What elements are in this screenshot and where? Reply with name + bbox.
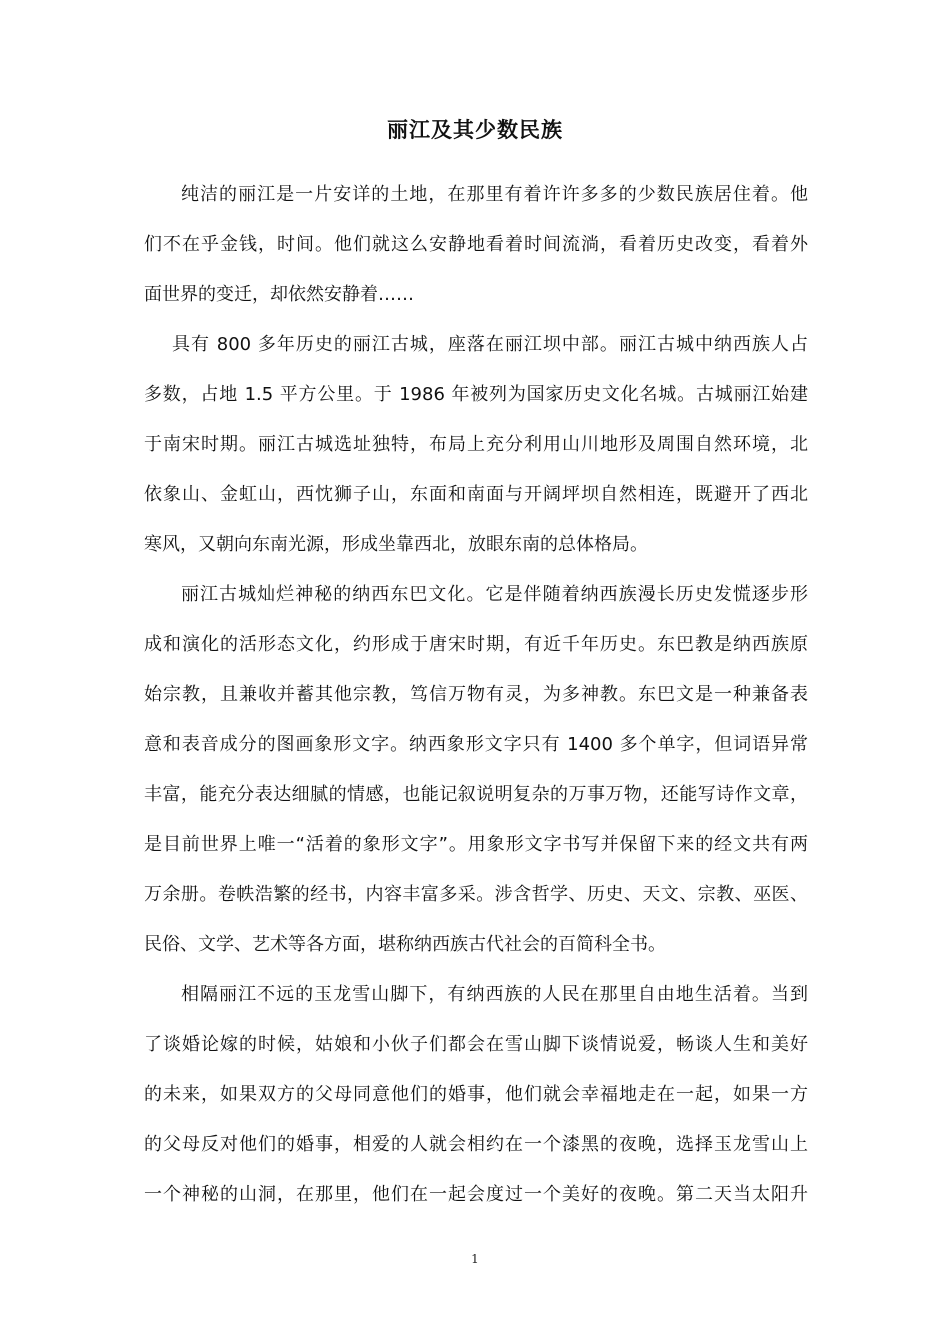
page-number: 1 — [471, 1252, 479, 1266]
text-line: 纯洁的丽江是一片安详的土地，在那里有着许许多多的少数民族居住着。他 — [181, 184, 808, 205]
text-line: 依象山、金虹山，西忱狮子山，东面和南面与开阔坪坝自然相连，既避开了西北 — [144, 484, 808, 505]
text-line: 的父母反对他们的婚事，相爱的人就会相约在一个漆黑的夜晚，选择玉龙雪山上 — [144, 1134, 808, 1155]
text-line: 了谈婚论嫁的时候，姑娘和小伙子们都会在雪山脚下谈情说爱，畅谈人生和美好 — [144, 1034, 808, 1055]
text-line: 万余册。卷帙浩繁的经书，内容丰富多采。涉含哲学、历史、天文、宗教、巫医、 — [144, 884, 808, 905]
text-line: 于南宋时期。丽江古城选址独特，布局上充分利用山川地形及周围自然环境，北 — [144, 434, 808, 455]
text-line: 一个神秘的山洞，在那里，他们在一起会度过一个美好的夜晚。第二天当太阳升 — [144, 1184, 808, 1205]
text-line: 们不在乎金钱，时间。他们就这么安静地看着时间流淌，看着历史改变，看着外 — [144, 234, 808, 255]
text-line: 成和演化的活形态文化，约形成于唐宋时期，有近千年历史。东巴教是纳西族原 — [144, 634, 808, 655]
text-line: 寒风，又朝向东南光源，形成坐靠西北，放眼东南的总体格局。 — [144, 534, 648, 555]
text-line: 民俗、文学、艺术等各方面，堪称纳西族古代社会的百简科全书。 — [144, 934, 666, 955]
text-line: 具有 800 多年历史的丽江古城，座落在丽江坝中部。丽江古城中纳西族人占 — [172, 334, 808, 355]
text-line: 相隔丽江不远的玉龙雪山脚下，有纳西族的人民在那里自由地生活着。当到 — [181, 984, 808, 1005]
text-line: 丰富，能充分表达细腻的情感，也能记叙说明复杂的万事万物，还能写诗作文章， — [144, 784, 808, 805]
text-line: 始宗教，且兼收并蓄其他宗教，笃信万物有灵，为多神教。东巴文是一种兼备表 — [144, 684, 808, 705]
text-line: 的未来，如果双方的父母同意他们的婚事，他们就会幸福地走在一起，如果一方 — [144, 1084, 808, 1105]
document-body — [144, 170, 808, 1220]
text-line: 面世界的变迁，却依然安静着…… — [144, 284, 414, 305]
document-title: 丽江及其少数民族 — [387, 118, 563, 142]
text-line: 丽江古城灿烂神秘的纳西东巴文化。它是伴随着纳西族漫长历史发慌逐步形 — [181, 584, 808, 605]
text-line: 是目前世界上唯一“活着的象形文字”。用象形文字书写并保留下来的经文共有两 — [144, 834, 808, 855]
text-line: 多数，占地 1.5 平方公里。于 1986 年被列为国家历史文化名城。古城丽江始建 — [144, 384, 808, 405]
text-line: 意和表音成分的图画象形文字。纳西象形文字只有 1400 多个单字，但词语异常 — [144, 734, 808, 755]
